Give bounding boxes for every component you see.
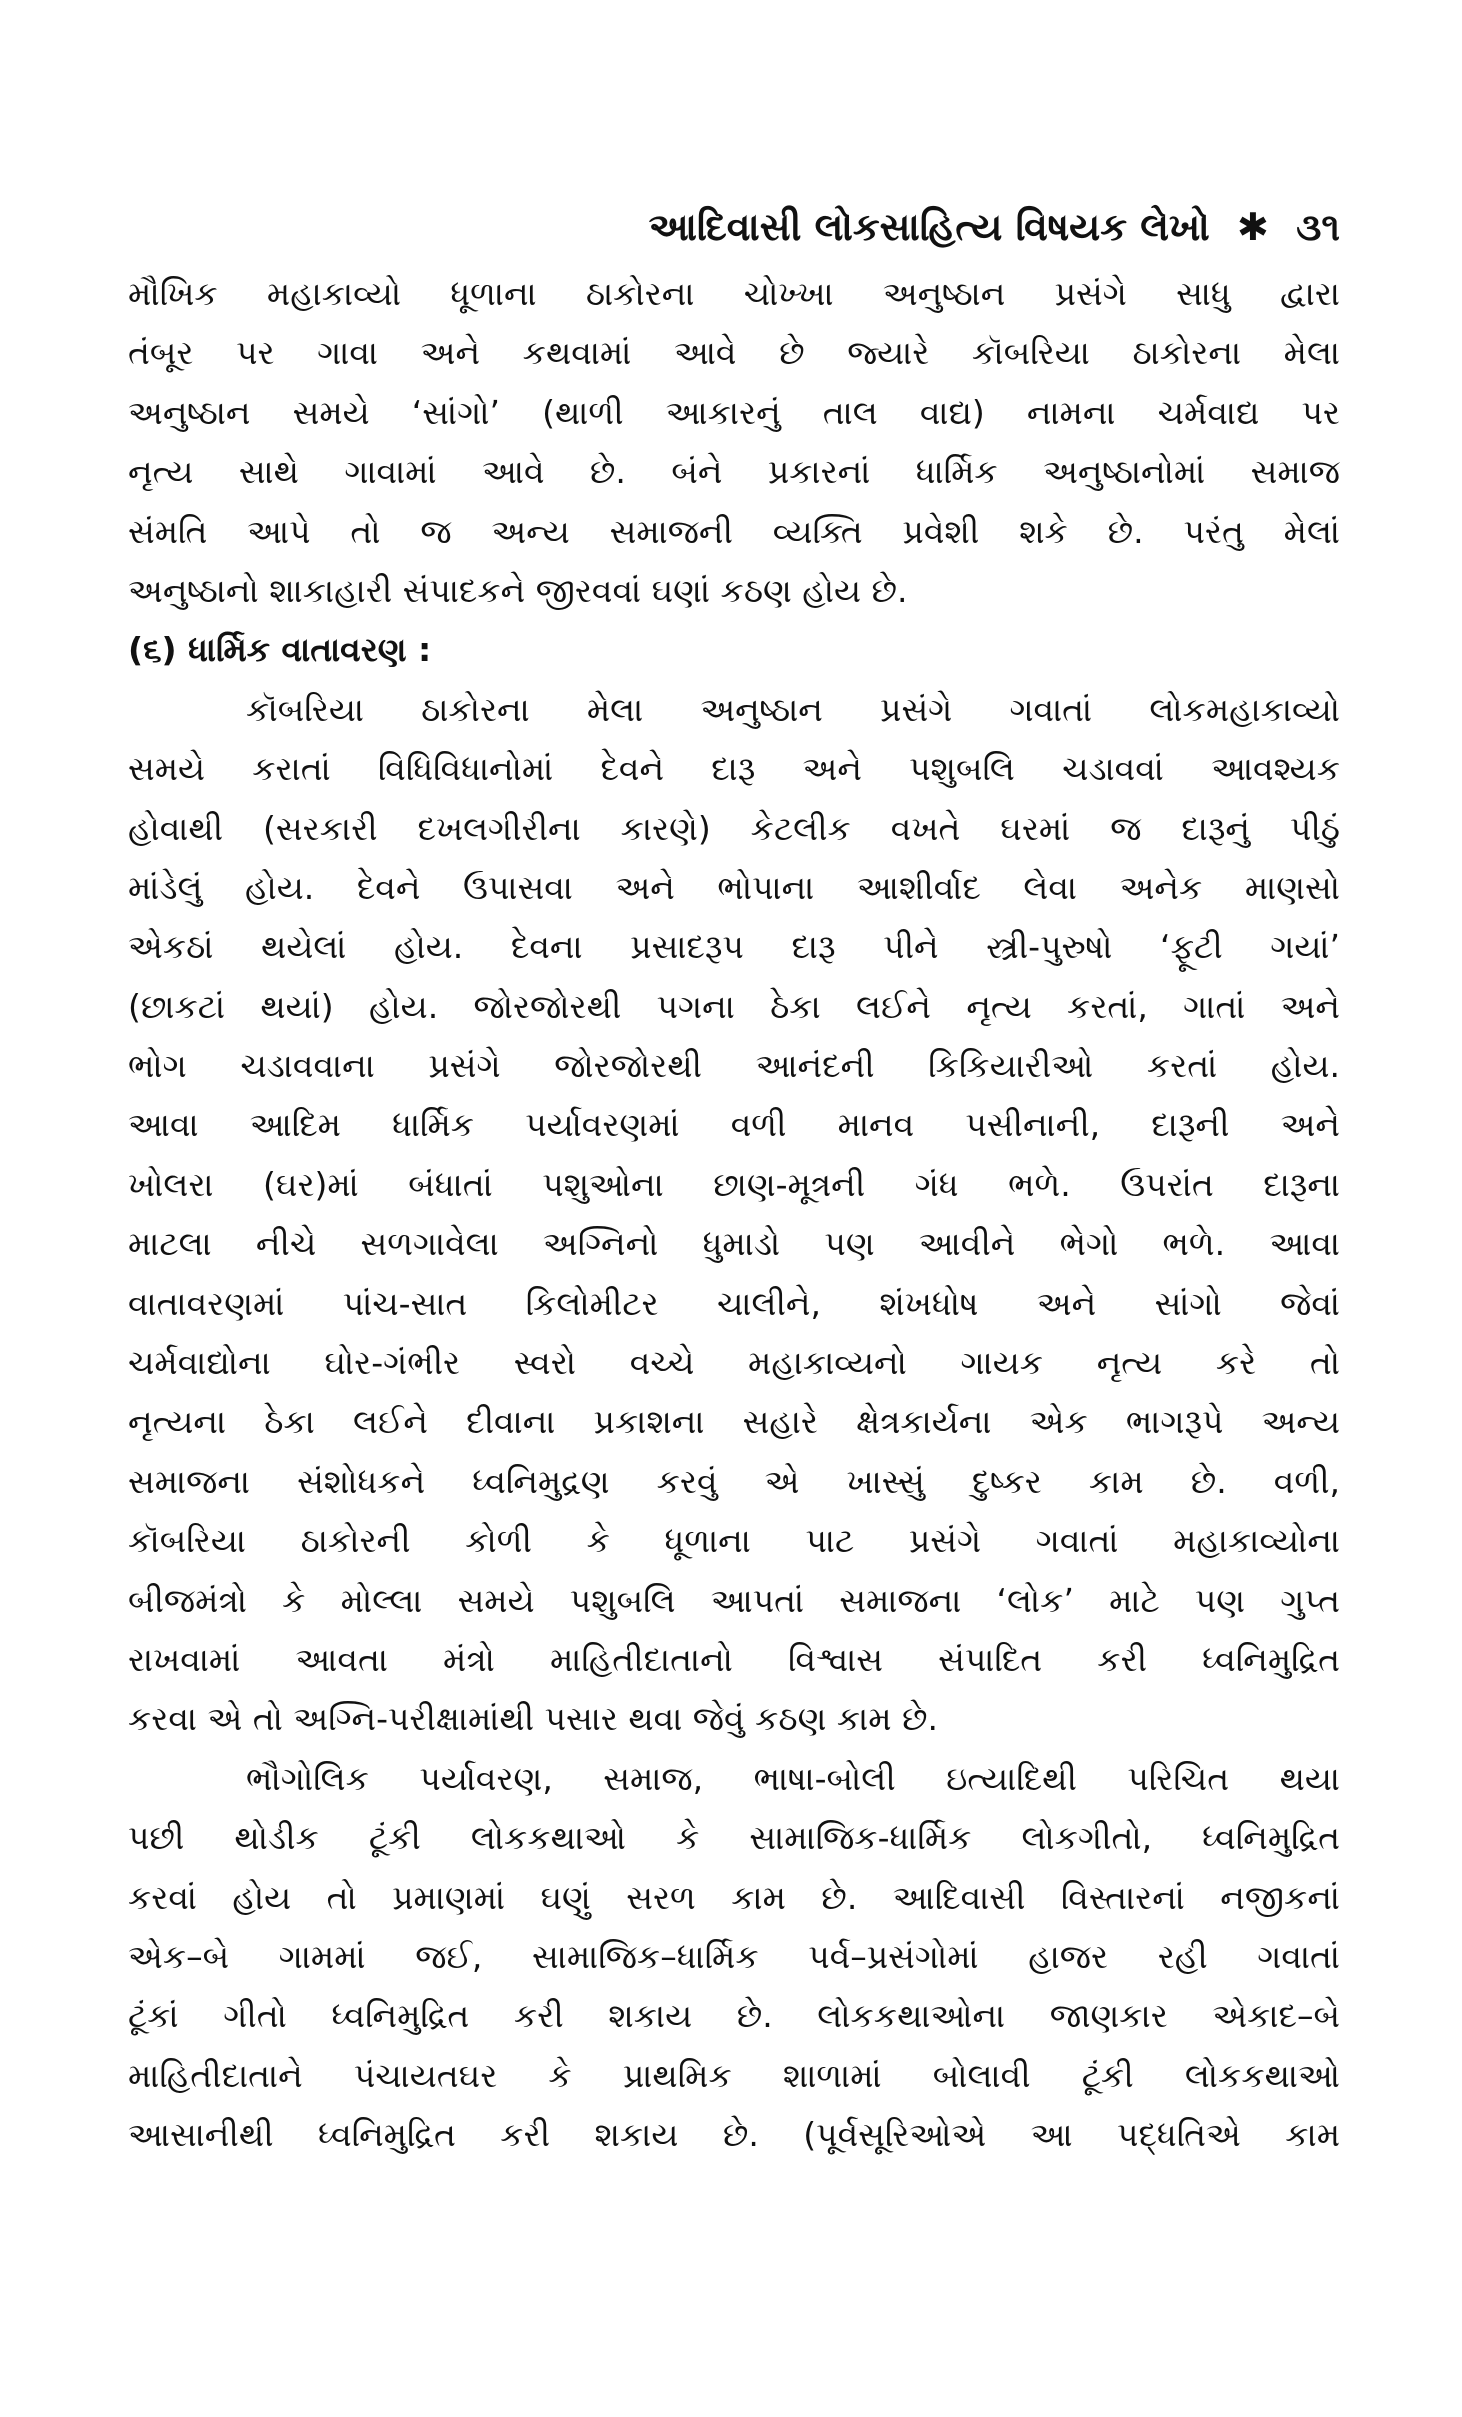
text-line: બીજમંત્રો કે મોલ્લા સમયે પશુબલિ આપતાં સમાજના ‘લોક’ માટે પણ ગુપ્ત (128, 1580, 1340, 1620)
text-line: માહિતીદાતાને પંચાયતઘર કે પ્રાથમિક શાળામાં બોલાવી ટૂંકી લોકકથાઓ (128, 2055, 1340, 2095)
header-title: આદિવાસી લોકસાહિત્ય વિષયક લેખો (648, 205, 1210, 249)
text-line: એક–બે ગામમાં જઈ, સામાજિક–ધાર્મિક પર્વ–પ્રસંગોમાં હાજર રહી ગવાતાં (128, 1936, 1340, 1976)
text-line: હોવાથી (સરકારી દખલગીરીના કારણે) કેટલીક વખતે ઘરમાં જ દારૂનું પીઠું (128, 808, 1340, 848)
text-line: ભોગ ચડાવવાના પ્રસંગે જોરજોરથી આનંદની કિકિયારીઓ કરતાં હોય. (128, 1046, 1340, 1086)
text-line: કરવા એ તો અગ્નિ-પરીક્ષામાંથી પસાર થવા જેવું કઠણ કામ છે. (128, 1699, 939, 1739)
text-line: મૌખિક મહાકાવ્યો ધૂળાના ઠાકોરના ચોખ્ખા અનુષ્ઠાન પ્રસંગે સાધુ દ્વારા (128, 274, 1340, 313)
text-line: માંડેલું હોય. દેવને ઉપાસવા અને ભોપાના આશીર્વાદ લેવા અનેક માણસો (128, 867, 1340, 907)
text-line: વાતાવરણમાં પાંચ-સાત કિલોમીટર ચાલીને, શંખધોષ અને સાંગો જેવાં (128, 1283, 1340, 1323)
text-line: નૃત્ય સાથે ગાવામાં આવે છે. બંને પ્રકારનાં ધાર્મિક અનુષ્ઠાનોમાં સમાજ (128, 452, 1340, 492)
text-line: અનુષ્ઠાનો શાકાહારી સંપાદકને જીરવવાં ઘણાં કઠણ હોય છે. (128, 570, 908, 610)
text-line: આવા આદિમ ધાર્મિક પર્યાવરણમાં વળી માનવ પસીનાની, દારૂની અને (128, 1105, 1340, 1145)
body-text (128, 264, 1340, 2165)
text-line: અનુષ્ઠાન સમયે ‘સાંગો’ (થાળી આકારનું તાલ વાદ્ય) નામના ચર્મવાદ્ય પર (128, 392, 1340, 432)
text-line: એકઠાં થયેલાં હોય. દેવના પ્રસાદરૂપ દારૂ પીને સ્ત્રી-પુરુષો ‘ફૂટી ગયાં’ (128, 927, 1340, 967)
text-line: ખોલરા (ઘર)માં બંધાતાં પશુઓના છાણ-મૂત્રની ગંધ ભળે. ઉપરાંત દારૂના (128, 1164, 1340, 1204)
text-line: (છાકટાં થયાં) હોય. જોરજોરથી પગના ઠેકા લઈને નૃત્ય કરતાં, ગાતાં અને (128, 986, 1340, 1026)
section-heading: (૬) ધાર્મિક વાતાવરણ : (128, 630, 432, 670)
text-line: તંબૂર પર ગાવા અને કથવામાં આવે છે જ્યારે કૉબરિયા ઠાકોરના મેલા (128, 333, 1340, 373)
text-line: માટલા નીચે સળગાવેલા અગ્નિનો ધુમાડો પણ આવીને ભેગો ભળે. આવા (128, 1224, 1340, 1264)
text-line: ચર્મવાદ્યોના ઘોર-ગંભીર સ્વરો વચ્ચે મહાકાવ્યનો ગાયક નૃત્ય કરે તો (128, 1343, 1340, 1383)
text-line: સમાજના સંશોધકને ધ્વનિમુદ્રણ કરવું એ ખાસ્સું દુષ્કર કામ છે. વળી, (128, 1461, 1340, 1501)
text-line: કૉબરિયા ઠાકોરની કોળી કે ધૂળાના પાટ પ્રસંગે ગવાતાં મહાકાવ્યોના (128, 1521, 1340, 1561)
text-line: ભૌગોલિક પર્યાવરણ, સમાજ, ભાષા-બોલી ઇત્યાદિથી પરિચિત થયા (246, 1758, 1340, 1798)
page-number: ૩૧ (1296, 205, 1340, 249)
text-line: નૃત્યના ઠેકા લઈને દીવાના પ્રકાશના સહારે ક્ષેત્રકાર્યના એક ભાગરૂપે અન્ય (128, 1402, 1340, 1442)
running-header (128, 200, 1340, 254)
text-line: ટૂંકાં ગીતો ધ્વનિમુદ્રિત કરી શકાય છે. લોકકથાઓના જાણકાર એકાદ–બે (128, 1996, 1340, 2036)
text-line: કરવાં હોય તો પ્રમાણમાં ઘણું સરળ કામ છે. આદિવાસી વિસ્તારનાં નજીકનાં (128, 1877, 1340, 1917)
text-line: રાખવામાં આવતા મંત્રો માહિતીદાતાનો વિશ્વાસ સંપાદિત કરી ધ્વનિમુદ્રિત (128, 1639, 1340, 1679)
text-line: આસાનીથી ધ્વનિમુદ્રિત કરી શકાય છે. (પૂર્વસૂરિઓએ આ પદ્ધતિએ કામ (128, 2115, 1340, 2155)
text-line: સંમતિ આપે તો જ અન્ય સમાજની વ્યક્તિ પ્રવેશી શકે છે. પરંતુ મેલાં (128, 511, 1340, 551)
text-line: કૉબરિયા ઠાકોરના મેલા અનુષ્ઠાન પ્રસંગે ગવાતાં લોકમહાકાવ્યો (246, 689, 1340, 729)
asterisk-icon: ✱ (1236, 205, 1269, 249)
text-line: પછી થોડીક ટૂંકી લોકકથાઓ કે સામાજિક-ધાર્મિક લોકગીતો, ધ્વનિમુદ્રિત (128, 1818, 1340, 1858)
text-line: સમયે કરાતાં વિધિવિધાનોમાં દેવને દારૂ અને પશુબલિ ચડાવવાં આવશ્યક (128, 749, 1340, 789)
